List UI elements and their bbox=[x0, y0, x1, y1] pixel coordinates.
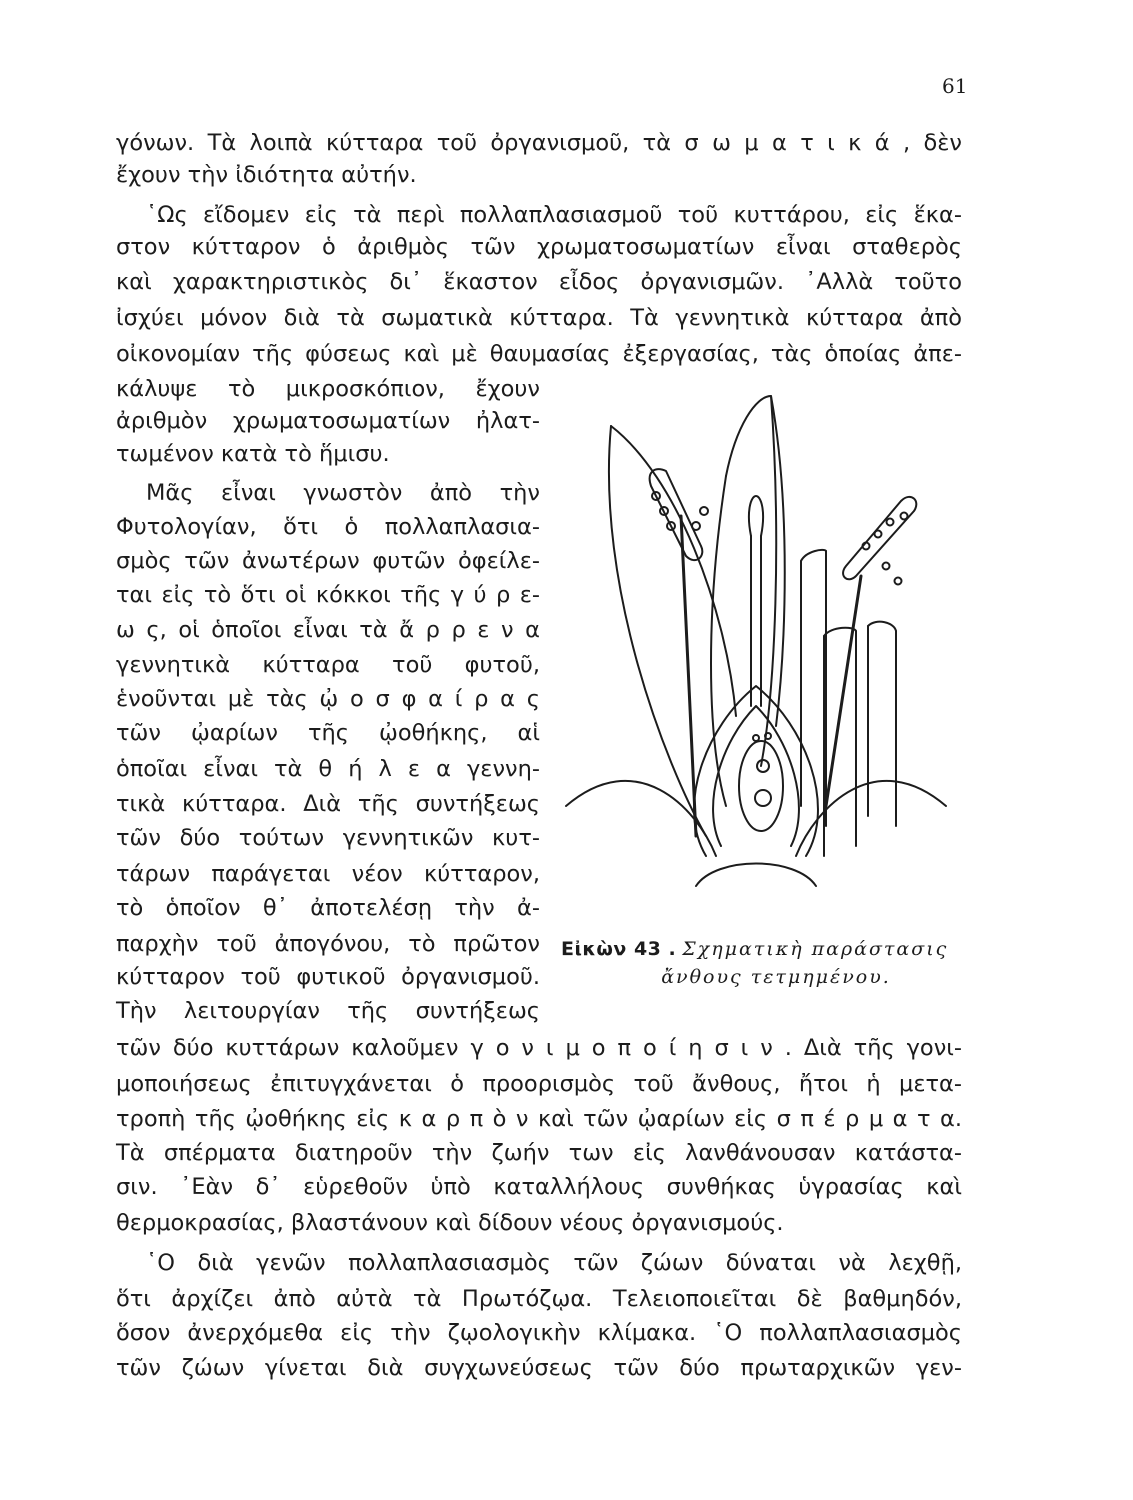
page-number: 61 bbox=[942, 74, 968, 98]
body-line: καὶ χαρακτηριστικὸς δι᾽ ἕκαστον εἶδος ὀργανισμῶν. ᾿Αλλὰ τοῦτο bbox=[116, 269, 962, 295]
flower-cross-section-figure bbox=[556, 386, 956, 926]
body-line: γεννητικὰ κύτταρα τοῦ φυτοῦ, bbox=[116, 652, 540, 678]
body-line: ὅσον ἀνερχόμεθα εἰς τὴν ζῳολογικὴν κλίμακα. ῾Ο πολλαπλασιασμὸς bbox=[116, 1320, 962, 1346]
body-line: κύτταρον τοῦ φυτικοῦ ὀργανισμοῦ. bbox=[116, 964, 540, 990]
figure-caption bbox=[561, 935, 961, 991]
body-line: σιν. ᾿Εὰν δ᾽ εὑρεθοῦν ὑπὸ καταλλήλους συνθήκας ὑγρασίας καὶ bbox=[116, 1174, 962, 1200]
body-line: ἑνοῦνται μὲ τὰς ᾠ ο σ φ α ί ρ α ς bbox=[116, 686, 540, 712]
body-line: Φυτολογίαν, ὅτι ὁ πολλαπλασια- bbox=[116, 514, 540, 540]
body-line: Τὴν λειτουργίαν τῆς συντήξεως bbox=[116, 998, 540, 1024]
body-line: ἔχουν τὴν ἰδιότητα αὐτήν. bbox=[116, 162, 417, 188]
body-line: Τὰ σπέρματα διατηροῦν τὴν ζωήν των εἰς λανθάνουσαν κατάστα- bbox=[116, 1140, 962, 1166]
body-line: ἀριθμὸν χρωματοσωματίων ἠλατ- bbox=[116, 408, 540, 434]
body-line: παρχὴν τοῦ ἀπογόνου, τὸ πρῶτον bbox=[116, 931, 540, 957]
body-line: τάρων παράγεται νέον κύτταρον, bbox=[116, 861, 540, 887]
body-line: ὁποῖαι εἶναι τὰ θ ή λ ε α γεννη- bbox=[116, 756, 540, 782]
body-line: Μᾶς εἶναι γνωστὸν ἀπὸ τὴν bbox=[146, 480, 540, 506]
body-line: τῶν ζώων γίνεται διὰ συγχωνεύσεως τῶν δύο πρωταρχικῶν γεν- bbox=[116, 1355, 962, 1381]
body-line: γόνων. Τὰ λοιπὰ κύτταρα τοῦ ὀργανισμοῦ, τὰ σ ω μ α τ ι κ ά , δὲν bbox=[116, 130, 962, 156]
body-line: τωμένον κατὰ τὸ ἥμισυ. bbox=[116, 441, 390, 467]
body-line: οἰκονομίαν τῆς φύσεως καὶ μὲ θαυμασίας ἐξεργασίας, τὰς ὁποίας ἀπε- bbox=[116, 341, 962, 367]
flower-cross-section-illustration bbox=[556, 386, 956, 926]
body-line: ται εἰς τὸ ὅτι οἱ κόκκοι τῆς γ ύ ρ ε- bbox=[116, 582, 540, 608]
body-line: κάλυψε τὸ μικροσκόπιον, ἔχουν bbox=[116, 376, 540, 402]
body-line: τικὰ κύτταρα. Διὰ τῆς συντήξεως bbox=[116, 791, 540, 817]
body-line: τῶν δύο κυττάρων καλοῦμεν γ ο ν ι μ ο π ο ί η σ ι ν . Διὰ τῆς γονι- bbox=[116, 1035, 962, 1061]
body-line: ῾Ο διὰ γενῶν πολλαπλασιασμὸς τῶν ζώων δύναται νὰ λεχθῇ, bbox=[146, 1250, 962, 1276]
body-line: τροπὴ τῆς ᾠοθήκης εἰς κ α ρ π ὸ ν καὶ τῶν ᾠαρίων εἰς σ π έ ρ μ α τ α. bbox=[116, 1106, 962, 1132]
body-line: σμὸς τῶν ἀνωτέρων φυτῶν ὀφείλε- bbox=[116, 548, 540, 574]
body-line: ὅτι ἀρχίζει ἀπὸ αὐτὰ τὰ Πρωτόζῳα. Τελειοποιεῖται δὲ βαθμηδόν, bbox=[116, 1286, 962, 1312]
body-line: ω ς, οἱ ὁποῖοι εἶναι τὰ ἄ ρ ρ ε ν α bbox=[116, 617, 540, 643]
body-line: μοποιήσεως ἐπιτυγχάνεται ὁ προορισμὸς τοῦ ἄνθους, ἤτοι ἡ μετα- bbox=[116, 1071, 962, 1097]
figure-caption-line1: Σχηματικὴ παράστασις bbox=[682, 938, 949, 960]
body-line: ῾Ως εἴδομεν εἰς τὰ περὶ πολλαπλασιασμοῦ τοῦ κυττάρου, εἰς ἕκα- bbox=[146, 202, 962, 228]
figure-caption-line2: ἄνθους τετμημένου. bbox=[661, 966, 891, 988]
figure-caption-label: Εἰκὼν 43 . bbox=[561, 938, 677, 960]
body-line: τὸ ὁποῖον θ᾽ ἀποτελέσῃ τὴν ἀ- bbox=[116, 895, 540, 921]
body-line: τῶν ᾠαρίων τῆς ᾠοθήκης, αἱ bbox=[116, 720, 540, 746]
body-line: στον κύτταρον ὁ ἀριθμὸς τῶν χρωματοσωματίων εἶναι σταθερὸς bbox=[116, 234, 962, 260]
body-line: τῶν δύο τούτων γεννητικῶν κυτ- bbox=[116, 825, 540, 851]
body-line: θερμοκρασίας, βλαστάνουν καὶ δίδουν νέους ὀργανισμούς. bbox=[116, 1210, 784, 1236]
body-line: ἰσχύει μόνον διὰ τὰ σωματικὰ κύτταρα. Τὰ γεννητικὰ κύτταρα ἀπὸ bbox=[116, 305, 962, 331]
